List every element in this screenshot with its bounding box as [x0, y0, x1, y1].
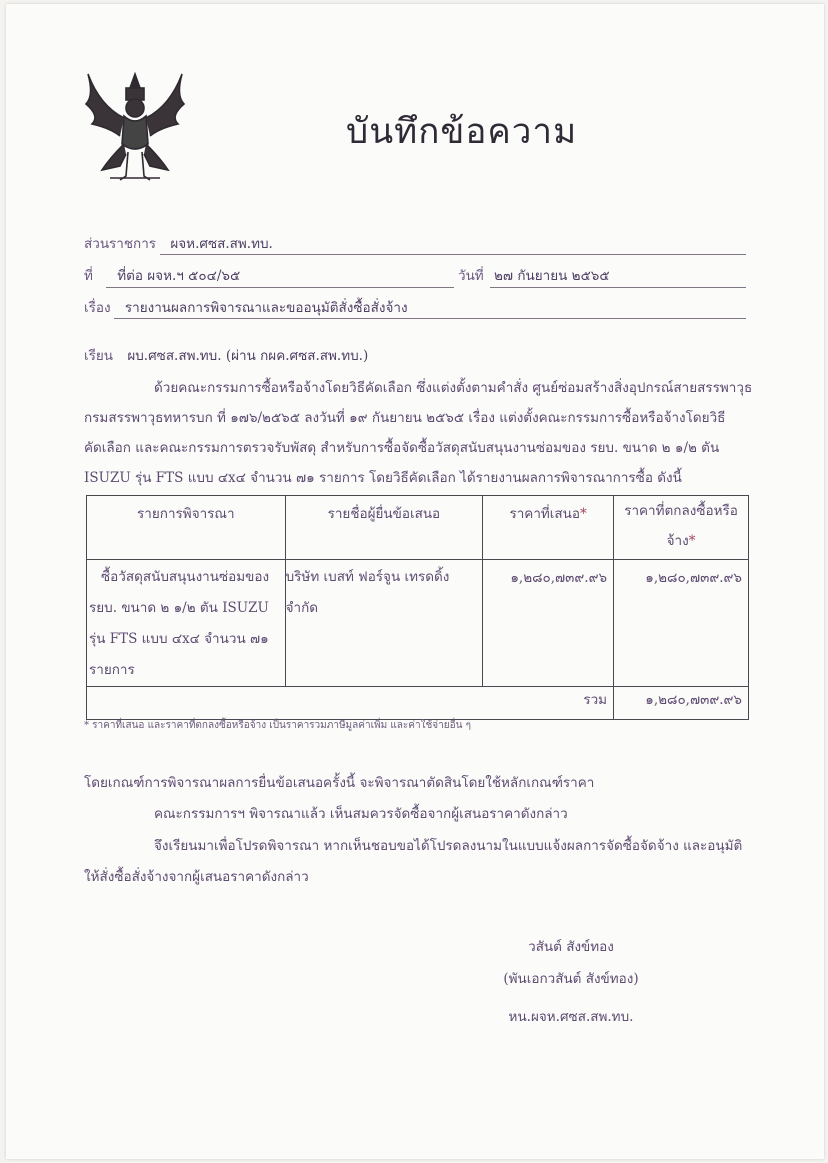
price-table — [86, 495, 749, 720]
agency-label: ส่วนราชการ — [84, 236, 157, 252]
para2-line: จึงเรียนมาเพื่อโปรดพิจารณา หากเห็นชอบขอได้โปรดลงนามในแบบแจ้งผลการจัดซื้อจัดจ้าง และอนุมัติ — [154, 838, 743, 854]
required-mark: * — [580, 506, 587, 522]
to-label: เรียน — [84, 348, 114, 364]
para1-line: ด้วยคณะกรรมการซื้อหรือจ้างโดยวิธีคัดเลือก ซึ่งแต่งตั้งตามคำสั่ง ศูนย์ซ่อมสร้างสิ่งอุปกรณ์สายสรรพาวุธ — [154, 380, 753, 396]
to-value: ผบ.ศซส.สพ.ทบ. (ผ่าน กผค.ศซส.สพ.ทบ.) — [127, 348, 369, 364]
table-footnote: * ราคาที่เสนอ และราคาที่ตกลงซื้อหรือจ้าง เป็นราคารวมภาษีมูลค่าเพิ่ม และค่าใช้จ่ายอื่น ๆ — [84, 720, 472, 731]
total-value: ๑,๒๘๐,๗๓๙.๙๖ — [614, 687, 749, 720]
date-label: วันที่ — [458, 268, 484, 284]
ref-line — [106, 287, 454, 288]
page-title: บันทึกข้อความ — [346, 112, 578, 152]
ref-value: ที่ต่อ ผจห.ฯ ๕๐๔/๖๕ — [117, 268, 241, 284]
memo-page — [6, 4, 824, 1159]
signer-position: หน.ผจห.ศซส.สพ.ทบ. — [508, 1009, 634, 1025]
date-line — [490, 287, 746, 288]
agency-value: ผจห.ศซส.สพ.ทบ. — [170, 236, 273, 252]
total-label: รวม — [87, 687, 614, 720]
printed-name: (พันเอกวสันต์ สังข์ทอง) — [503, 971, 639, 987]
header-agreed-price: ราคาที่ตกลงซื้อหรือ จ้าง* — [614, 496, 749, 560]
item-cell: ซื้อวัสดุสนับสนุนงานซ่อมของ รยบ. ขนาด ๒ ๑/๒ ตัน ISUZU รุ่น FTS แบบ ๔x๔ จำนวน ๗๑ รายการ — [87, 560, 286, 687]
offered-price-cell: ๑,๒๘๐,๗๓๙.๙๖ — [483, 560, 614, 687]
para1-line: ISUZU รุ่น FTS แบบ ๔x๔ จำนวน ๗๑ รายการ โดยวิธีคัดเลือก ได้รายงานผลการพิจารณาการซื้อ ดังนี้ — [84, 470, 682, 486]
garuda-emblem-icon — [80, 66, 190, 184]
vendor-cell: บริษัท เบสท์ ฟอร์จูน เทรดดิ้ง จำกัด — [285, 560, 483, 687]
required-mark: * — [688, 533, 696, 549]
para1-line: คัดเลือก และคณะกรรมการตรวจรับพัสดุ สำหรับการซื้อจัดซื้อวัสดุสนับสนุนงานซ่อมของ รยบ. ขนาด ๒ ๑/๒ ตัน — [84, 440, 720, 456]
header-item: รายการพิจารณา — [87, 496, 286, 560]
subject-value: รายงานผลการพิจารณาและขออนุมัติสั่งซื้อสั่งจ้าง — [124, 300, 408, 316]
subject-label: เรื่อง — [84, 300, 111, 316]
para1-line: กรมสรรพาวุธทหารบก ที่ ๑๗๖/๒๕๖๕ ลงวันที่ ๑๙ กันยายน ๒๕๖๕ เรื่อง แต่งตั้งคณะกรรมการซื้อหรือจ้างโดยวิธี — [84, 410, 726, 426]
para2-line: คณะกรรมการฯ พิจารณาแล้ว เห็นสมควรจัดซื้อจากผู้เสนอราคาดังกล่าว — [154, 806, 568, 822]
para2-line: โดยเกณฑ์การพิจารณาผลการยื่นข้อเสนอครั้งนี้ จะพิจารณาตัดสินโดยใช้หลักเกณฑ์ราคา — [84, 775, 595, 791]
signature: วสันต์ สังข์ทอง — [528, 939, 614, 955]
date-value: ๒๗ กันยายน ๒๕๖๕ — [494, 268, 610, 284]
subject-line — [114, 318, 746, 319]
header-offered-price: ราคาที่เสนอ* — [483, 496, 614, 560]
table-header-row — [87, 496, 749, 560]
agency-line — [160, 254, 746, 255]
table-row — [87, 560, 749, 687]
para2-line: ให้สั่งซื้อสั่งจ้างจากผู้เสนอราคาดังกล่าว — [84, 869, 309, 885]
agreed-price-cell: ๑,๒๘๐,๗๓๙.๙๖ — [614, 560, 749, 687]
ref-label: ที่ — [84, 268, 93, 284]
header-vendor: รายชื่อผู้ยื่นข้อเสนอ — [285, 496, 483, 560]
total-row — [87, 687, 749, 720]
